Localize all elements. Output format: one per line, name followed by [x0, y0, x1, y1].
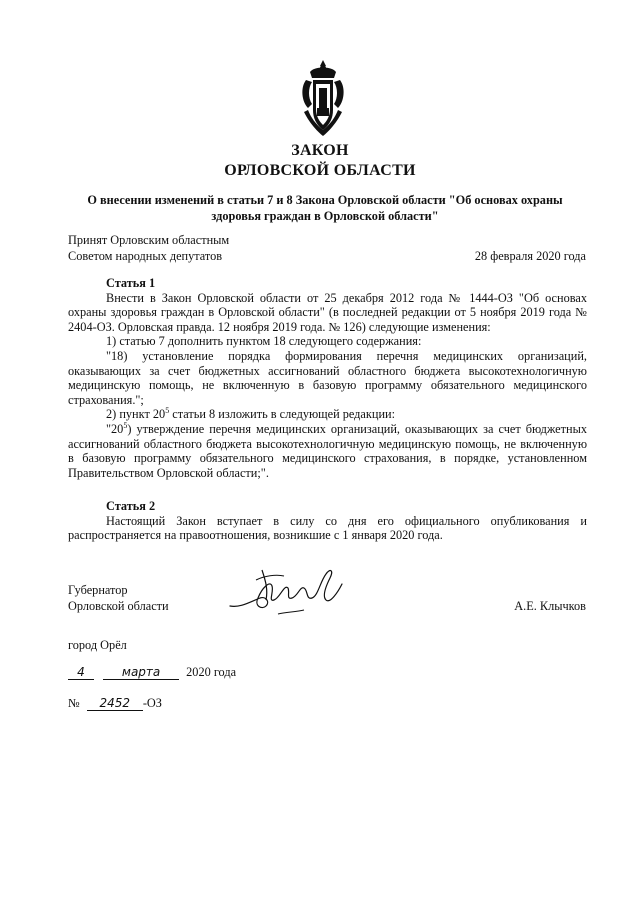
- article-1-paragraph-1: Внести в Закон Орловской области от 25 декабря 2012 года № 1444-ОЗ "Об основах охраны здоровья граждан в Орловской области" (в последней редакции от 5 ноября 2019 года № 2404-ОЗ. Орловская правда. 12 ноября 2019 года. № 126) следующие изменения:: [68, 290, 587, 334]
- signatory-name: А.Е. Клычков: [514, 599, 586, 613]
- region-title: ОРЛОВСКОЙ ОБЛАСТИ: [224, 162, 416, 179]
- signing-date: [68, 665, 236, 680]
- article-1-paragraph-5: [68, 422, 587, 480]
- law-title: ЗАКОН: [291, 142, 349, 159]
- law-number: [68, 696, 162, 711]
- law-number-value: 2452: [87, 696, 143, 711]
- adoption-line-1: Принят Орловским областным: [68, 233, 230, 247]
- city: город Орёл: [68, 638, 127, 652]
- handwritten-signature: [226, 562, 356, 622]
- article-2-heading: Статья 2: [106, 499, 156, 513]
- p5-superscript: 5: [123, 420, 128, 430]
- signing-month: марта: [103, 665, 179, 680]
- article-1-heading: Статья 1: [106, 276, 156, 290]
- adoption-line-2: Советом народных депутатов: [68, 248, 223, 263]
- signing-day: 4: [68, 665, 94, 680]
- article-1-paragraph-2: 1) статью 7 дополнить пунктом 18 следующего содержания:: [106, 334, 422, 349]
- adoption-date: 28 февраля 2020 года: [474, 249, 586, 263]
- law-number-suffix: -ОЗ: [142, 696, 162, 710]
- signatory-title-line-2: Орловской области: [68, 598, 169, 613]
- p4-text-a: 2) пункт 20: [106, 407, 166, 422]
- signing-year: 2020 года: [186, 665, 237, 679]
- number-sign: №: [68, 696, 80, 710]
- law-subtitle: О внесении изменений в статьи 7 и 8 Закона Орловской области "Об основах охраны здоровья граждан в Орловской области": [87, 193, 563, 223]
- article-2: [68, 499, 587, 543]
- signatory-title: [68, 583, 169, 614]
- article-1: [68, 276, 587, 480]
- article-2-paragraph-1: Настоящий Закон вступает в силу со дня его официального опубликования и распространяется на правоотношения, возникшие с 1 января 2020 года.: [68, 513, 587, 543]
- p4-superscript: 5: [165, 406, 170, 416]
- p5-text-a: "20: [106, 421, 124, 436]
- article-1-paragraph-4: [68, 407, 587, 422]
- p4-text-b: статьи 8 изложить в следующей редакции:: [169, 407, 396, 422]
- p5-text-b: ) утверждение перечня медицинских организаций, оказывающих за счет бюджетных ассигнований областного бюджета высокотехнологичную медицинскую помощь, не включенную в базовую программу обязательного медицинского страхования, в порядке, установленном Правительством Орловской области;".: [68, 421, 587, 480]
- article-1-paragraph-3: "18) установление порядка формирования перечня медицинских организаций, оказывающих за счет бюджетных ассигнований областного бюджета высокотехнологичную медицинскую помощь, не включенную в базовую программу обязательного медицинского страхования.";: [68, 348, 587, 407]
- adoption-authority: [68, 233, 229, 264]
- signatory-title-line-1: Губернатор: [68, 583, 128, 597]
- coat-of-arms-icon: [296, 58, 350, 138]
